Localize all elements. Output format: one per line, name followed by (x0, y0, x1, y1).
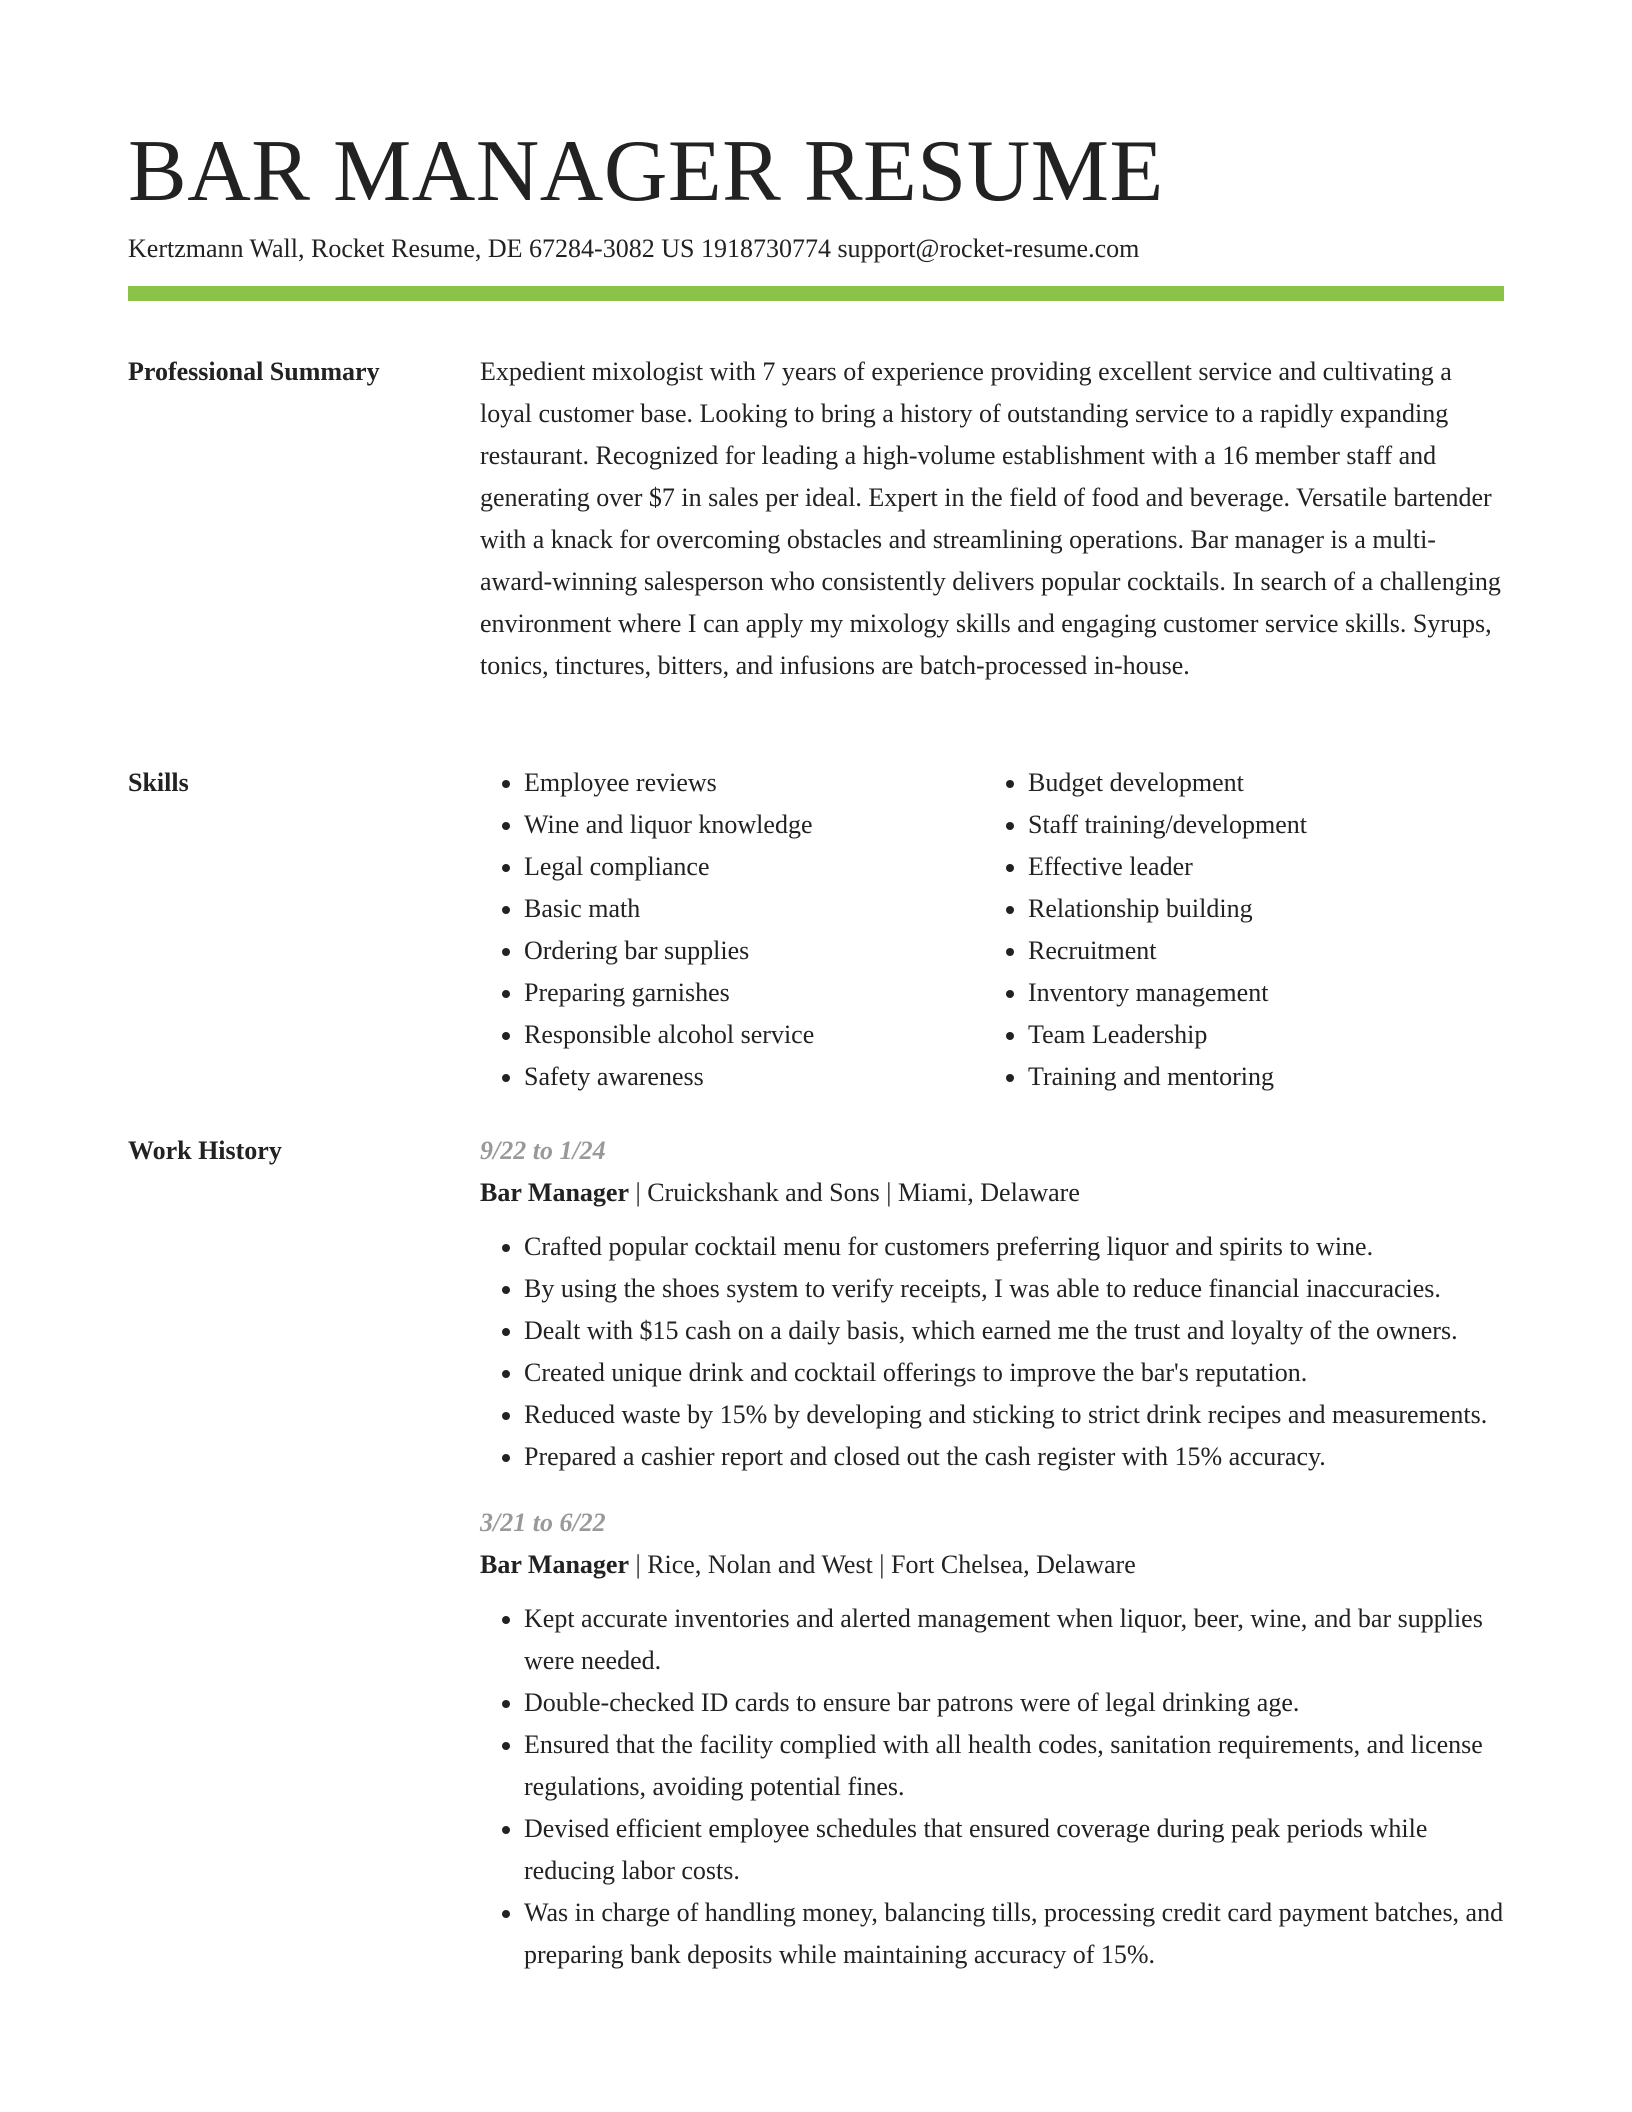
job-details: | Cruickshank and Sons | Miami, Delaware (629, 1178, 1080, 1207)
job-title: Bar Manager (480, 1178, 629, 1207)
skill-item: • Responsible alcohol service (524, 1014, 984, 1056)
job-bullet: • Was in charge of handling money, balancing tills, processing credit card payment batches, and preparing bank deposits while maintaining accuracy of 15%. (524, 1892, 1504, 1976)
page-title: BAR MANAGER RESUME (128, 123, 1164, 220)
summary-text: Expedient mixologist with 7 years of experience providing excellent service and cultivating a loyal customer base. Looking to bring a history of outstanding service to a rapidly expanding restaurant. Recognized for leading a high-volume establishment with a 16 member staff and generating over $7 in sales per ideal. Expert in the field of food and beverage. Versatile bartender with a knack for overcoming obstacles and streamlining operations. Bar manager is a multi-award-winning salesperson who consistently delivers popular cocktails. In search of a challenging environment where I can apply my mixology skills and engaging customer service skills. Syrups, tonics, tinctures, bitters, and infusions are batch-processed in-house. (480, 357, 1501, 680)
contact-line: Kertzmann Wall, Rocket Resume, DE 67284-3082 US 1918730774 support@rocket-resume.com (128, 234, 1140, 263)
job-bullet: • Ensured that the facility complied with all health codes, sanitation requirements, and license regulations, avoiding potential fines. (524, 1724, 1504, 1808)
job-bullet: • Created unique drink and cocktail offerings to improve the bar's reputation. (524, 1352, 1504, 1394)
skill-item: • Basic math (524, 888, 984, 930)
header-divider (128, 286, 1504, 301)
skills-list-left (480, 762, 984, 1098)
job-heading (480, 1172, 1504, 1214)
job-bullets (480, 1226, 1504, 1478)
job-bullets (480, 1598, 1504, 1976)
job-bullet: • Kept accurate inventories and alerted management when liquor, beer, wine, and bar supplies were needed. (524, 1598, 1504, 1682)
skill-item: • Legal compliance (524, 846, 984, 888)
job-bullet: • Crafted popular cocktail menu for customers preferring liquor and spirits to wine. (524, 1226, 1504, 1268)
job-dates: 9/22 to 1/24 (480, 1136, 606, 1165)
skill-item: • Safety awareness (524, 1056, 984, 1098)
skill-item: • Team Leadership (1028, 1014, 1488, 1056)
skill-item: • Staff training/development (1028, 804, 1488, 846)
job-bullet: • By using the shoes system to verify receipts, I was able to reduce financial inaccuracies. (524, 1268, 1504, 1310)
job-heading (480, 1544, 1504, 1586)
job-bullet: • Reduced waste by 15% by developing and sticking to strict drink recipes and measurements. (524, 1394, 1504, 1436)
job-bullet: • Dealt with $15 cash on a daily basis, which earned me the trust and loyalty of the owners. (524, 1310, 1504, 1352)
skill-item: • Inventory management (1028, 972, 1488, 1014)
skill-item: • Preparing garnishes (524, 972, 984, 1014)
job-bullet: • Prepared a cashier report and closed out the cash register with 15% accuracy. (524, 1436, 1504, 1478)
skill-item: • Relationship building (1028, 888, 1488, 930)
skill-item: • Ordering bar supplies (524, 930, 984, 972)
job-details: | Rice, Nolan and West | Fort Chelsea, Delaware (629, 1550, 1136, 1579)
job-bullet: • Double-checked ID cards to ensure bar patrons were of legal drinking age. (524, 1682, 1504, 1724)
skill-item: • Budget development (1028, 762, 1488, 804)
job-entry (480, 1502, 1504, 1976)
skill-item: • Recruitment (1028, 930, 1488, 972)
skill-item: • Training and mentoring (1028, 1056, 1488, 1098)
work-history-label: Work History (128, 1136, 282, 1165)
skill-item: • Effective leader (1028, 846, 1488, 888)
job-bullet: • Devised efficient employee schedules that ensured coverage during peak periods while reducing labor costs. (524, 1808, 1504, 1892)
job-title: Bar Manager (480, 1550, 629, 1579)
skills-list-right (984, 762, 1488, 1098)
skills-label: Skills (128, 768, 189, 797)
job-dates: 3/21 to 6/22 (480, 1508, 606, 1537)
skill-item: • Employee reviews (524, 762, 984, 804)
summary-label: Professional Summary (128, 357, 380, 386)
skill-item: • Wine and liquor knowledge (524, 804, 984, 846)
job-entry (480, 1130, 1504, 1478)
